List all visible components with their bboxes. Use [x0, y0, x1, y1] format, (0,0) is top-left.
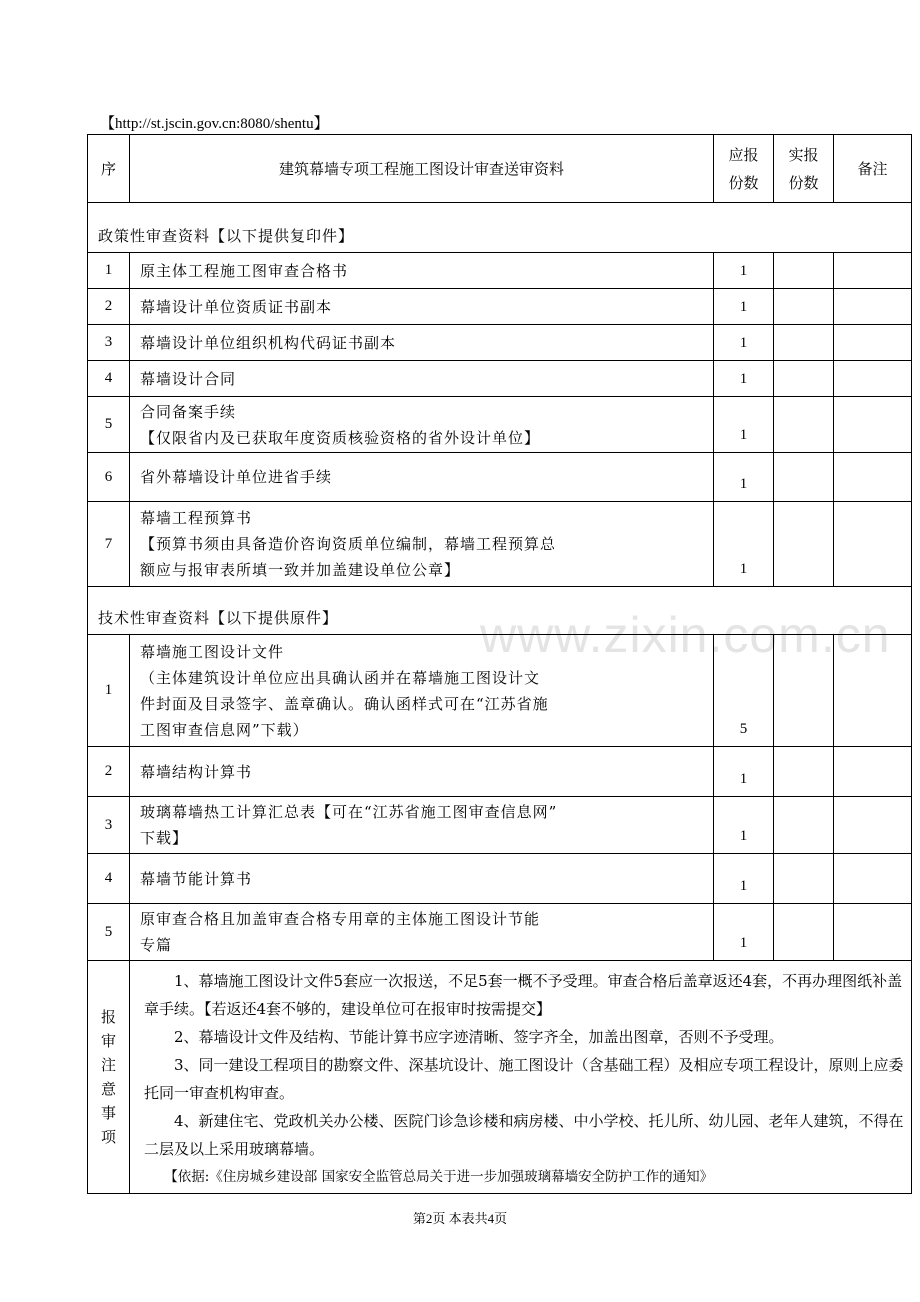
- required-count: 1: [714, 502, 774, 587]
- note-item: 4、新建住宅、党政机关办公楼、医院门诊急诊楼和病房楼、中小学校、托儿所、幼儿园、老年人建筑，不得在二层及以上采用玻璃幕墙。: [144, 1112, 904, 1158]
- table-row: [88, 253, 912, 289]
- remarks-cell: [834, 854, 912, 904]
- note-item: 3、同一建设工程项目的勘察文件、深基坑设计、施工图设计（含基础工程）及相应专项工程设计，原则上应委托同一审查机构审查。: [144, 1056, 904, 1102]
- review-materials-table: [87, 134, 912, 1194]
- required-count: 5: [714, 635, 774, 747]
- row-number: 7: [88, 502, 130, 587]
- header-required-line2: 份数: [728, 173, 759, 192]
- required-count: 1: [714, 325, 774, 361]
- note-basis: 【依据:《住房城乡建设部 国家安全监管总局关于进一步加强玻璃幕墙安全防护工作的通知》: [164, 1169, 714, 1185]
- section2-title: 技术性审查资料【以下提供原件】: [88, 587, 912, 635]
- required-count: 1: [714, 904, 774, 961]
- row-number: 2: [88, 747, 130, 797]
- remarks-cell: [834, 253, 912, 289]
- required-count: 1: [714, 361, 774, 397]
- table-row: [88, 289, 912, 325]
- row-number: 3: [88, 797, 130, 854]
- table-row: [88, 397, 912, 453]
- row-description: 幕墙设计单位资质证书副本: [130, 289, 714, 325]
- row-number: 5: [88, 397, 130, 453]
- required-count: 1: [714, 797, 774, 854]
- notes-label: 报 审 注 意 事 项: [88, 961, 130, 1194]
- row-description: 幕墙结构计算书: [130, 747, 714, 797]
- notes-row: [88, 961, 912, 1194]
- row-number: 3: [88, 325, 130, 361]
- row-description: 原审查合格且加盖审查合格专用章的主体施工图设计节能 专篇: [130, 904, 714, 961]
- row-description: 原主体工程施工图审查合格书: [130, 253, 714, 289]
- header-actual-count: [774, 135, 834, 203]
- row-description: 幕墙设计单位组织机构代码证书副本: [130, 325, 714, 361]
- note-item: 2、幕墙设计文件及结构、节能计算书应字迹清晰、签字齐全，加盖出图章，否则不予受理。: [174, 1028, 784, 1046]
- remarks-cell: [834, 904, 912, 961]
- table-row: [88, 797, 912, 854]
- actual-count-cell: [774, 289, 834, 325]
- header-required-count: [714, 135, 774, 203]
- row-description: 幕墙施工图设计文件 （主体建筑设计单位应出具确认函并在幕墙施工图设计文 件封面及目录签字、盖章确认。确认函样式可在“江苏省施 工图审查信息网”下载）: [130, 635, 714, 747]
- row-description: 玻璃幕墙热工计算汇总表【可在“江苏省施工图审查信息网” 下载】: [130, 797, 714, 854]
- section-row: [88, 203, 912, 253]
- row-number: 4: [88, 361, 130, 397]
- header-row: [88, 135, 912, 203]
- source-url: 【http://st.jscin.gov.cn:8080/shentu】: [100, 116, 329, 132]
- actual-count-cell: [774, 797, 834, 854]
- table-row: [88, 635, 912, 747]
- required-count: 1: [714, 747, 774, 797]
- section-row: [88, 587, 912, 635]
- section1-title: 政策性审查资料【以下提供复印件】: [88, 203, 912, 253]
- table-row: [88, 361, 912, 397]
- row-description: 合同备案手续 【仅限省内及已获取年度资质核验资格的省外设计单位】: [130, 397, 714, 453]
- header-seq: 序: [88, 135, 130, 203]
- actual-count-cell: [774, 747, 834, 797]
- actual-count-cell: [774, 325, 834, 361]
- row-number: 1: [88, 635, 130, 747]
- row-number: 1: [88, 253, 130, 289]
- required-count: 1: [714, 453, 774, 502]
- watermark: www.zixin.com.cn: [480, 607, 891, 663]
- remarks-cell: [834, 797, 912, 854]
- header-title: 建筑幕墙专项工程施工图设计审查送审资料: [130, 135, 714, 203]
- required-count: 1: [714, 854, 774, 904]
- row-number: 2: [88, 289, 130, 325]
- actual-count-cell: [774, 253, 834, 289]
- required-count: 1: [714, 253, 774, 289]
- row-description: 省外幕墙设计单位进省手续: [130, 453, 714, 502]
- remarks-cell: [834, 397, 912, 453]
- actual-count-cell: [774, 635, 834, 747]
- actual-count-cell: [774, 361, 834, 397]
- actual-count-cell: [774, 453, 834, 502]
- notes-body: [130, 961, 912, 1194]
- header-remarks: 备注: [834, 135, 912, 203]
- remarks-cell: [834, 635, 912, 747]
- row-number: 4: [88, 854, 130, 904]
- table-row: [88, 453, 912, 502]
- remarks-cell: [834, 289, 912, 325]
- actual-count-cell: [774, 502, 834, 587]
- remarks-cell: [834, 325, 912, 361]
- table-row: [88, 747, 912, 797]
- actual-count-cell: [774, 397, 834, 453]
- row-number: 6: [88, 453, 130, 502]
- table-row: [88, 502, 912, 587]
- row-description: 幕墙节能计算书: [130, 854, 714, 904]
- row-description: 幕墙设计合同: [130, 361, 714, 397]
- table-row: [88, 854, 912, 904]
- note-item: 1、幕墙施工图设计文件5套应一次报送，不足5套一概不予受理。审查合格后盖章返还4套，不再办理图纸补盖章手续。【若返还4套不够的，建设单位可在报审时按需提交】: [144, 972, 903, 1018]
- table-row: [88, 325, 912, 361]
- header-actual-line2: 份数: [788, 173, 819, 192]
- remarks-cell: [834, 747, 912, 797]
- actual-count-cell: [774, 854, 834, 904]
- page-footer: 第2页 本表共4页: [412, 1211, 508, 1226]
- remarks-cell: [834, 502, 912, 587]
- row-description: 幕墙工程预算书 【预算书须由具备造价咨询资质单位编制，幕墙工程预算总 额应与报审表所填一致并加盖建设单位公章】: [130, 502, 714, 587]
- remarks-cell: [834, 453, 912, 502]
- required-count: 1: [714, 289, 774, 325]
- remarks-cell: [834, 361, 912, 397]
- row-number: 5: [88, 904, 130, 961]
- actual-count-cell: [774, 904, 834, 961]
- header-required-line1: 应报: [728, 145, 759, 164]
- required-count: 1: [714, 397, 774, 453]
- header-actual-line1: 实报: [788, 145, 819, 164]
- table-row: [88, 904, 912, 961]
